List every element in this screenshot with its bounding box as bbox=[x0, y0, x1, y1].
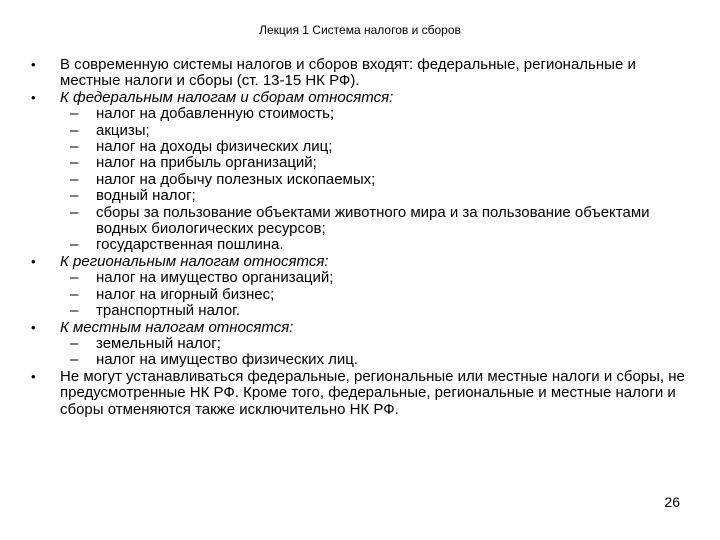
bullet-intro bbox=[30, 57, 690, 90]
bullet-icon: • bbox=[31, 253, 36, 269]
dash-icon: – bbox=[70, 236, 79, 254]
federal-item-text: налог на доходы физических лиц; bbox=[96, 138, 333, 156]
intro-text: В современную системы налогов и сборов входят: федеральные, региональные и местные налоги и сборы (ст. 13-15 НК РФ). bbox=[60, 56, 636, 90]
federal-item-text: водный налог; bbox=[96, 187, 196, 205]
slide-title: Лекция 1 Система налогов и сборов bbox=[259, 23, 461, 37]
dash-icon: – bbox=[70, 170, 79, 188]
dash-icon: – bbox=[70, 121, 79, 139]
federal-item-text: налог на прибыль организаций; bbox=[96, 154, 317, 172]
dash-icon: – bbox=[70, 285, 79, 303]
regional-heading: К региональным налогам относятся: bbox=[60, 252, 329, 270]
bullet-icon: • bbox=[31, 57, 36, 72]
local-heading: К местным налогам относятся: bbox=[60, 318, 294, 336]
bullet-icon: • bbox=[31, 368, 36, 384]
federal-item-text: налог на добычу полезных ископаемых; bbox=[96, 170, 376, 188]
dash-icon: – bbox=[70, 187, 79, 205]
dash-icon: – bbox=[70, 105, 79, 123]
federal-item bbox=[30, 106, 690, 122]
local-item-text: земельный налог; bbox=[96, 334, 221, 352]
bullet-icon: • bbox=[31, 89, 36, 105]
dash-icon: – bbox=[70, 203, 79, 221]
federal-item-text: государственная пошлина. bbox=[96, 236, 284, 254]
bullet-closing bbox=[30, 369, 690, 418]
regional-item bbox=[30, 303, 690, 319]
dash-icon: – bbox=[70, 269, 79, 287]
regional-item-text: налог на игорный бизнес; bbox=[96, 285, 275, 303]
federal-item-text: акцизы; bbox=[96, 121, 150, 139]
federal-item bbox=[30, 139, 690, 155]
federal-item-text: налог на добавленную стоимость; bbox=[96, 105, 335, 123]
dash-icon: – bbox=[70, 351, 79, 369]
bullet-icon: • bbox=[31, 319, 36, 335]
bullet-federal bbox=[30, 90, 690, 106]
federal-heading: К федеральным налогам и сборам относятся: bbox=[60, 88, 394, 106]
federal-item bbox=[30, 237, 690, 253]
page-number: 26 bbox=[664, 494, 680, 510]
local-item bbox=[30, 336, 690, 352]
dash-icon: – bbox=[70, 302, 79, 320]
bullet-regional bbox=[30, 254, 690, 270]
federal-item bbox=[30, 172, 690, 188]
regional-item bbox=[30, 287, 690, 303]
slide-content bbox=[30, 57, 690, 418]
regional-item-text: налог на имущество организаций; bbox=[96, 269, 334, 287]
local-item-text: налог на имущество физических лиц. bbox=[96, 351, 359, 369]
regional-item bbox=[30, 270, 690, 286]
bullet-local bbox=[30, 320, 690, 336]
dash-icon: – bbox=[70, 154, 79, 172]
closing-text: Не могут устанавливаться федеральные, региональные или местные налоги и сборы, не предусмотренные НК РФ. Кроме того, федеральные, региональные и местные налоги и сборы отменяются также исключительно НК РФ. bbox=[60, 367, 685, 418]
regional-item-text: транспортный налог. bbox=[96, 302, 240, 320]
federal-item bbox=[30, 188, 690, 204]
local-item bbox=[30, 352, 690, 368]
federal-item bbox=[30, 155, 690, 171]
federal-item bbox=[30, 123, 690, 139]
federal-item-text: сборы за пользование объектами животного мира и за пользование объектами водных биологических ресурсов; bbox=[96, 203, 650, 238]
dash-icon: – bbox=[70, 334, 79, 352]
dash-icon: – bbox=[70, 138, 79, 156]
federal-item bbox=[30, 205, 690, 238]
